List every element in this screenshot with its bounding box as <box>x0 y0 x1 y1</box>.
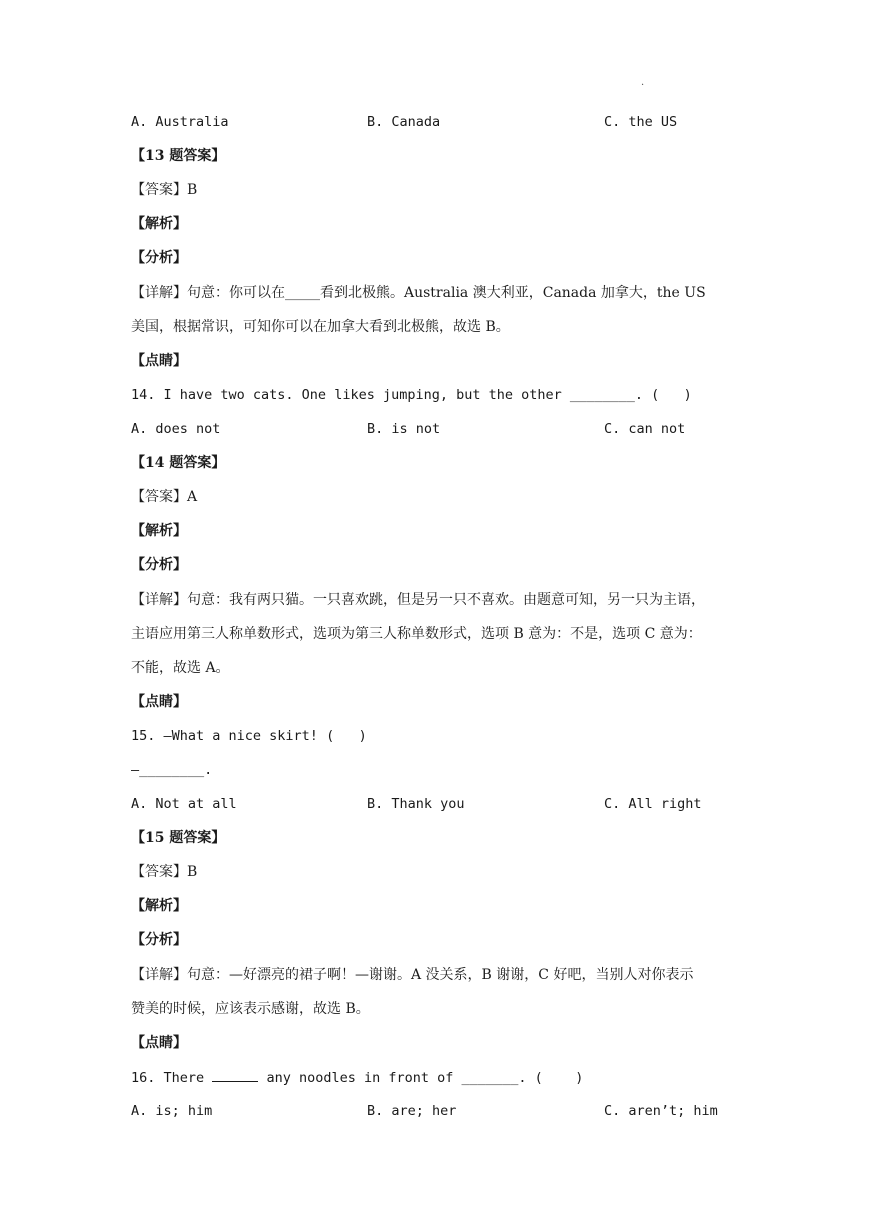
q15-option-b: B. Thank you <box>367 796 465 812</box>
q14-option-a: A. does not <box>131 421 221 437</box>
q14-fenxi: 【分析】 <box>131 557 187 573</box>
q14-detail-line-3: 不能，故选 A。 <box>131 660 230 676</box>
q15-question: 15. —What a nice skirt! ( ) <box>131 728 367 744</box>
q15-answer: 【答案】B <box>131 864 198 880</box>
q13-option-b: B. Canada <box>367 114 441 130</box>
q16-blank-underline <box>212 1067 258 1082</box>
q14-answer: 【答案】A <box>131 489 198 505</box>
q13-dianjing: 【点睛】 <box>131 353 187 369</box>
q14-answer-heading: 【14 题答案】 <box>131 455 226 471</box>
q15-option-c: C. All right <box>604 796 702 812</box>
q15-answer-heading: 【15 题答案】 <box>131 830 226 846</box>
q16-option-b: B. are; her <box>367 1103 457 1119</box>
q16-question <box>131 1067 583 1088</box>
q16-option-c: C. aren’t; him <box>604 1103 718 1119</box>
q14-detail-line-1: 【详解】句意：我有两只猫。一只喜欢跳，但是另一只不喜欢。由题意可知，另一只为主语， <box>131 592 705 608</box>
page-mark: · <box>641 80 645 91</box>
q14-detail-line-2: 主语应用第三人称单数形式，选项为第三人称单数形式，选项 B 意为：不是，选项 C 意为： <box>131 626 702 642</box>
q14-jiexi: 【解析】 <box>131 523 187 539</box>
q16-question-part-1: 16. There <box>131 1070 205 1086</box>
q13-option-a: A. Australia <box>131 114 229 130</box>
q16-question-part-2: any noodles in front of _______. ( ) <box>266 1070 584 1086</box>
q15-jiexi: 【解析】 <box>131 898 187 914</box>
q15-detail-line-1: 【详解】句意：—好漂亮的裙子啊！—谢谢。A 没关系，B 谢谢，C 好吧，当别人对你表示 <box>131 967 694 983</box>
q16-option-a: A. is; him <box>131 1103 213 1119</box>
q13-answer-heading: 【13 题答案】 <box>131 148 226 164</box>
q13-option-c: C. the US <box>604 114 678 130</box>
q13-jiexi: 【解析】 <box>131 216 187 232</box>
q13-answer: 【答案】B <box>131 182 198 198</box>
q14-option-b: B. is not <box>367 421 441 437</box>
q14-question: 14. I have two cats. One likes jumping, but the other ________. ( ) <box>131 387 692 403</box>
q15-fenxi: 【分析】 <box>131 932 187 948</box>
q13-detail-line-2: 美国，根据常识，可知你可以在加拿大看到北极熊，故选 B。 <box>131 319 510 335</box>
q13-fenxi: 【分析】 <box>131 250 187 266</box>
q15-detail-line-2: 赞美的时候，应该表示感谢，故选 B。 <box>131 1001 370 1017</box>
q14-option-c: C. can not <box>604 421 686 437</box>
q15-reply: —________. <box>131 762 213 778</box>
q15-option-a: A. Not at all <box>131 796 237 812</box>
q15-dianjing: 【点睛】 <box>131 1035 187 1051</box>
q14-dianjing: 【点睛】 <box>131 694 187 710</box>
q13-detail-line-1: 【详解】句意：你可以在_____看到北极熊。Australia 澳大利亚，Canada 加拿大，the US <box>131 285 706 301</box>
